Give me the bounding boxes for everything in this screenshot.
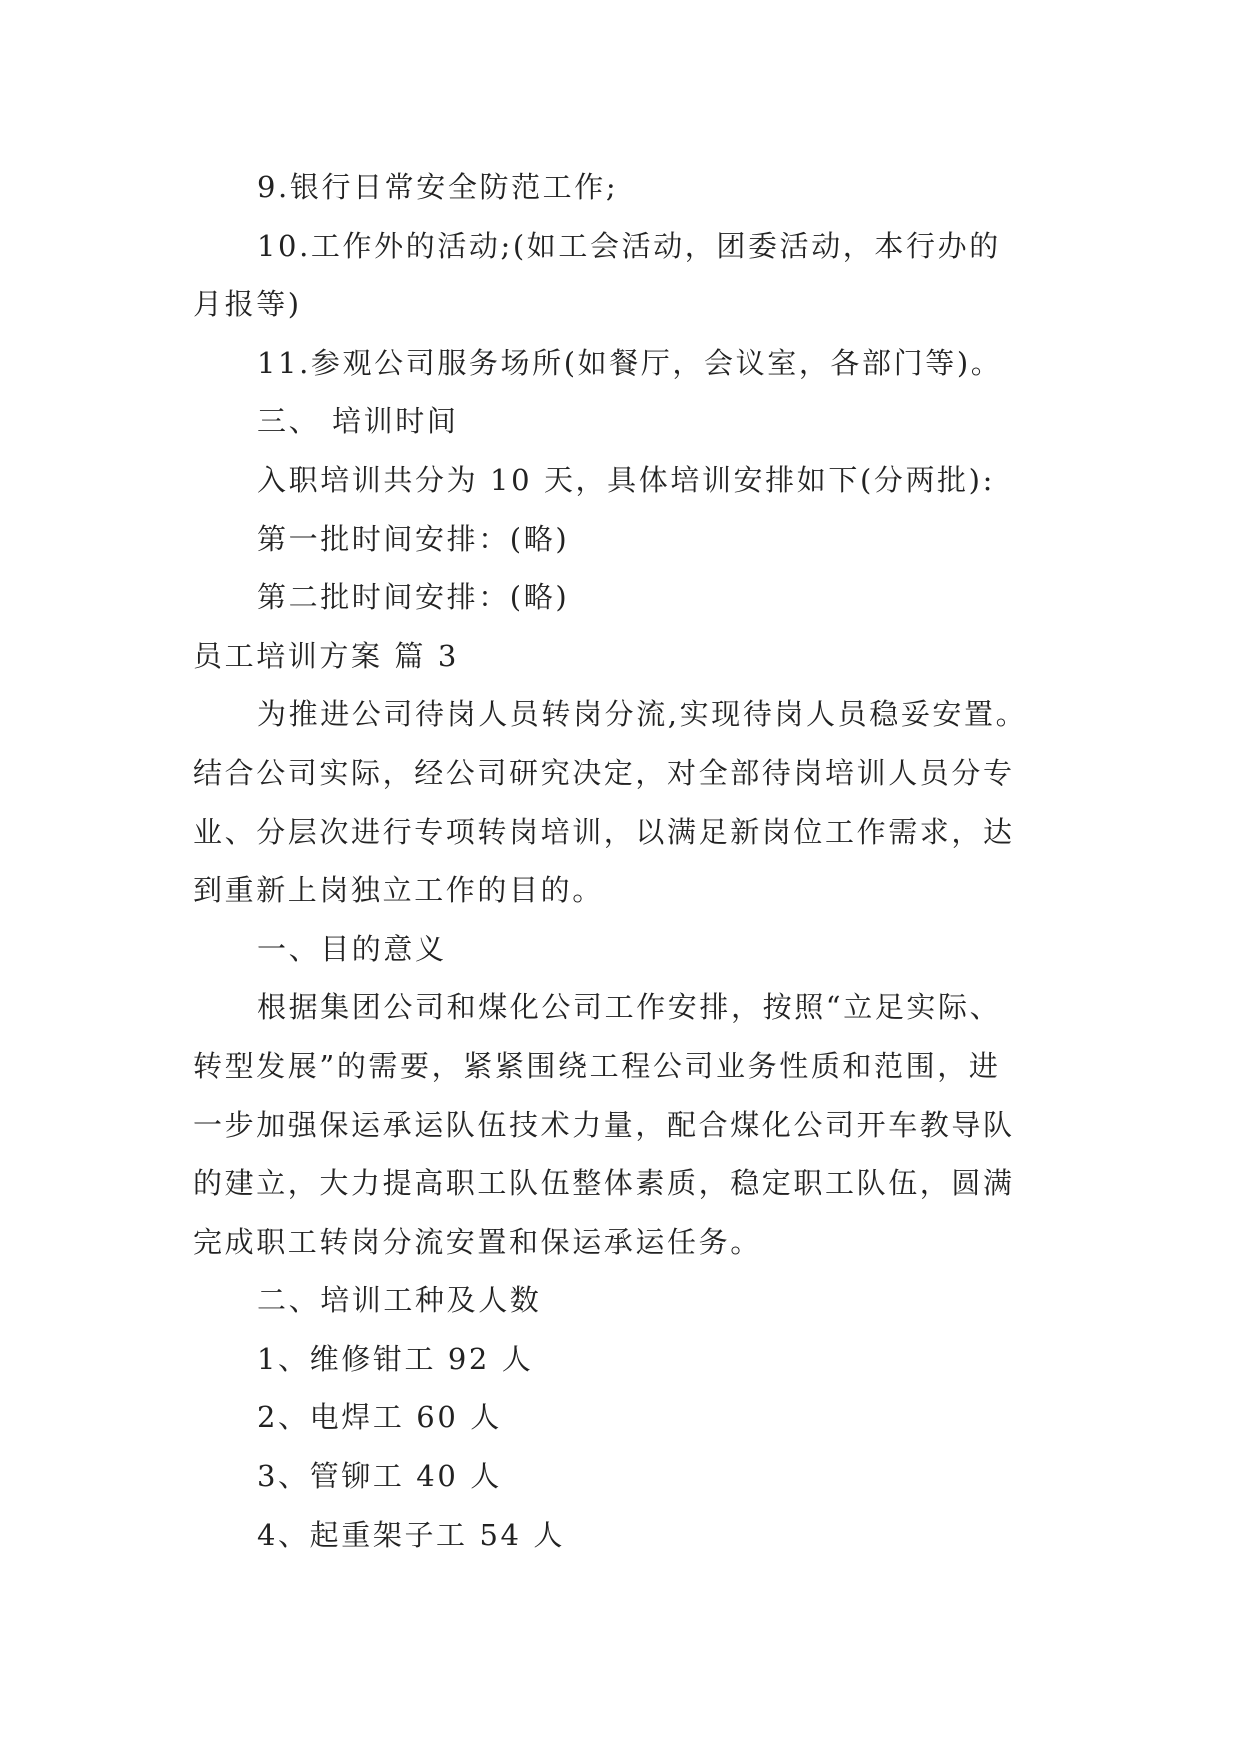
text-line: 第一批时间安排：(略) (257, 521, 570, 556)
text-line: 第二批时间安排：(略) (257, 580, 570, 615)
text-line: 完成职工转岗分流安置和保运承运任务。 (193, 1224, 762, 1259)
document-body (193, 158, 1053, 1564)
text-line: 一步加强保运承运队伍技术力量，配合煤化公司开车教导队 (193, 1107, 1015, 1142)
text-line: 1、维修钳工 92 人 (257, 1341, 534, 1376)
text-line: 为推进公司待岗人员转岗分流,实现待岗人员稳妥安置。 (257, 697, 1028, 732)
text-line: 10.工作外的活动;(如工会活动，团委活动，本行办的 (257, 228, 1001, 263)
text-line: 二、培训工种及人数 (257, 1283, 542, 1318)
text-line: 11.参观公司服务场所(如餐厅，会议室，各部门等)。 (257, 345, 1003, 380)
text-line: 转型发展”的需要，紧紧围绕工程公司业务性质和范围，进 (193, 1048, 1001, 1083)
text-line: 员工培训方案 篇 3 (193, 638, 459, 673)
text-line: 入职培训共分为 10 天，具体培训安排如下(分两批): (257, 462, 995, 497)
text-line: 根据集团公司和煤化公司工作安排，按照“立足实际、 (257, 990, 1002, 1025)
text-line: 结合公司实际，经公司研究决定，对全部待岗培训人员分专 (193, 755, 1015, 790)
text-line: 一、目的意义 (257, 931, 447, 966)
text-line: 2、电焊工 60 人 (257, 1400, 502, 1435)
text-line: 月报等) (193, 287, 302, 322)
text-line: 的建立，大力提高职工队伍整体素质，稳定职工队伍，圆满 (193, 1166, 1015, 1201)
text-line: 业、分层次进行专项转岗培训，以满足新岗位工作需求，达 (193, 814, 1015, 849)
text-line: 9.银行日常安全防范工作; (257, 170, 619, 204)
text-line: 到重新上岗独立工作的目的。 (193, 873, 604, 908)
text-line: 三、 培训时间 (257, 404, 459, 439)
text-line: 3、管铆工 40 人 (257, 1459, 502, 1494)
text-line: 4、起重架子工 54 人 (257, 1517, 565, 1552)
